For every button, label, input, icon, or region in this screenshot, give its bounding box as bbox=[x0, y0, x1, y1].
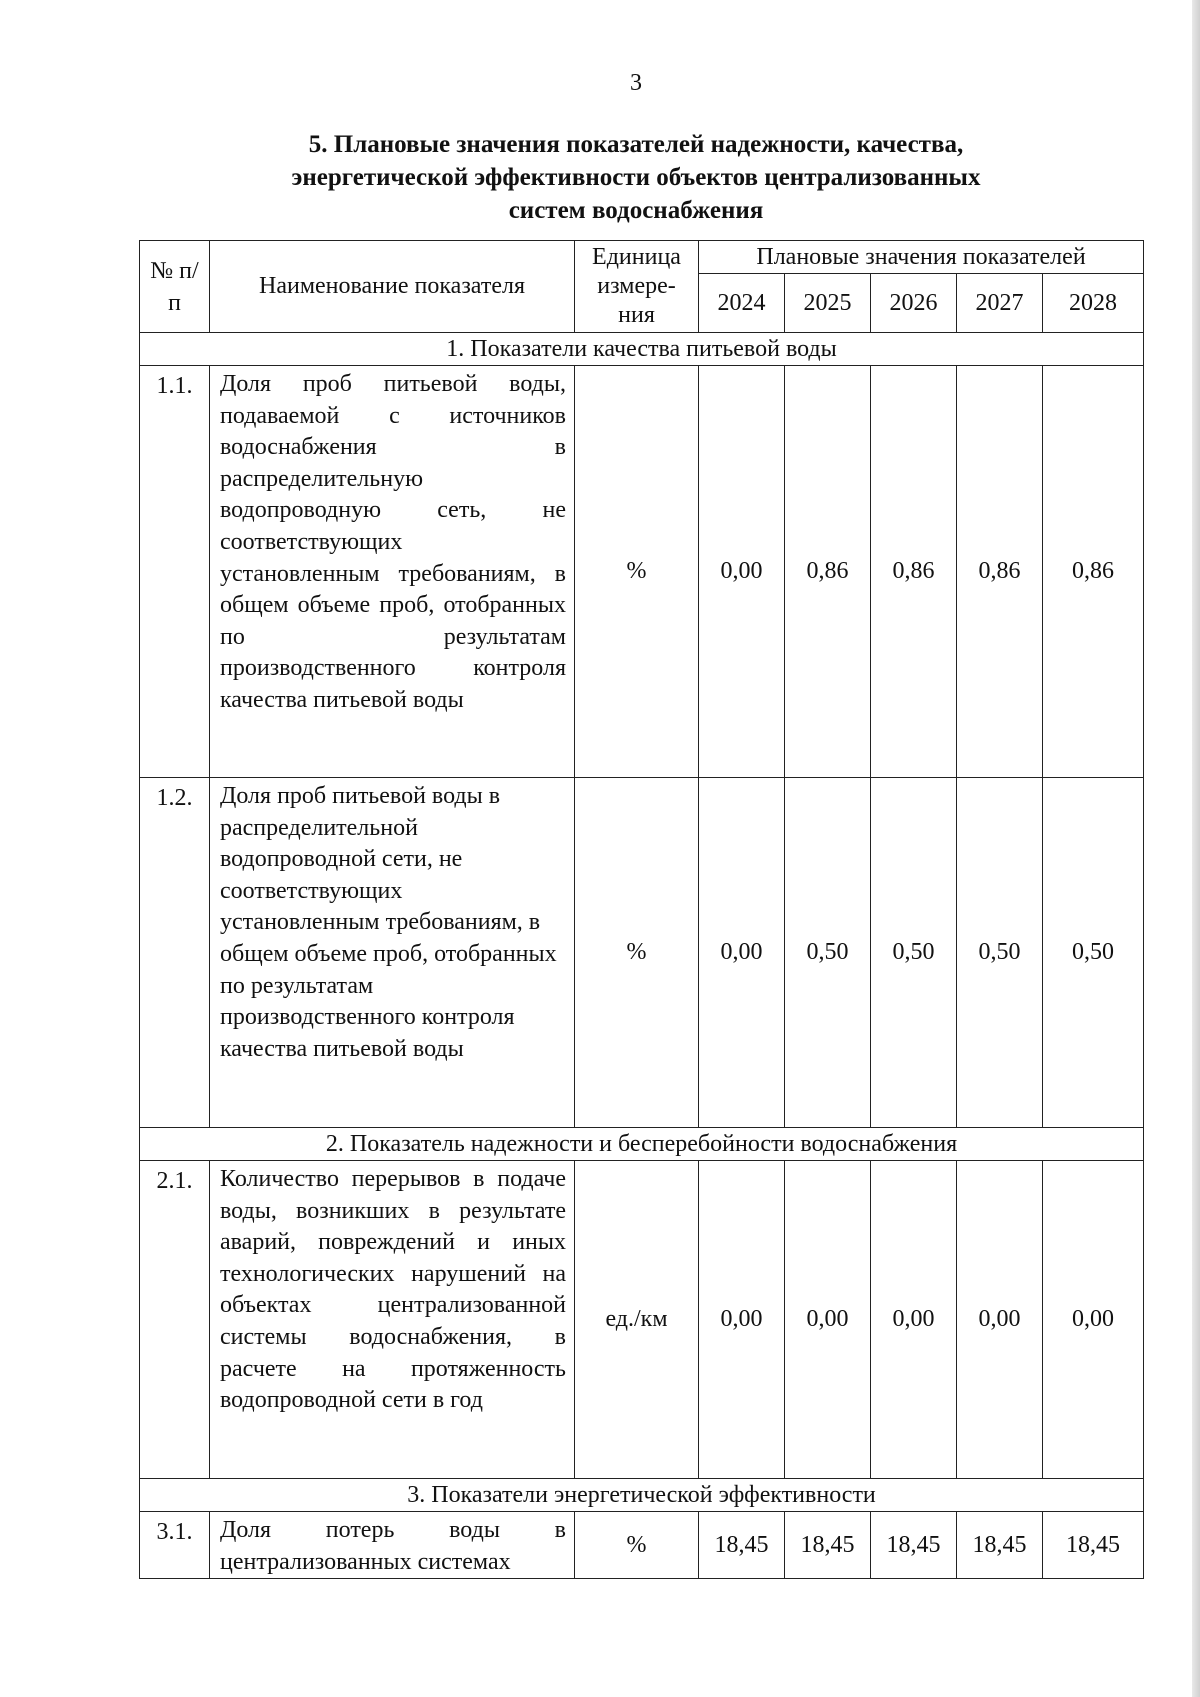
header-year: 2027 bbox=[957, 274, 1043, 333]
section-row bbox=[140, 333, 1144, 366]
page-number: 3 bbox=[630, 70, 642, 96]
header-year: 2026 bbox=[871, 274, 957, 333]
value-cell: 0,50 bbox=[785, 778, 871, 1128]
unit-cell: % bbox=[575, 778, 699, 1128]
table-row bbox=[140, 1161, 1144, 1479]
indicator-name: Доля проб питьевой воды в распределительной водопроводной сети, не соответствующих установленным требованиям, в общем объеме проб, отобранных по результатам производственного контроля качества питьевой воды bbox=[210, 778, 575, 1128]
value-cell: 18,45 bbox=[871, 1512, 957, 1579]
title-line-2: энергетической эффективности объектов централизованных bbox=[291, 164, 981, 191]
value-cell: 0,86 bbox=[785, 366, 871, 778]
value-cell: 0,50 bbox=[957, 778, 1043, 1128]
indicator-name: Доля потерь воды в централизованных системах bbox=[210, 1512, 575, 1579]
value-cell: 0,86 bbox=[871, 366, 957, 778]
table-row bbox=[140, 366, 1144, 778]
header-plan: Плановые значения показателей bbox=[699, 241, 1144, 274]
value-cell: 0,00 bbox=[871, 1161, 957, 1479]
header-row bbox=[140, 241, 1144, 274]
value-cell: 0,00 bbox=[1043, 1161, 1144, 1479]
section-row bbox=[140, 1128, 1144, 1161]
row-number: 1.2. bbox=[140, 778, 210, 1128]
value-cell: 0,86 bbox=[957, 366, 1043, 778]
section-title: 2. Показатель надежности и бесперебойности водоснабжения bbox=[140, 1128, 1144, 1161]
section-title: 1. Показатели качества питьевой воды bbox=[140, 333, 1144, 366]
document-title bbox=[0, 128, 1200, 227]
scan-edge bbox=[1192, 0, 1200, 1697]
indicator-name: Доля проб питьевой воды, подаваемой с источников водоснабжения в распределительную водопроводную сеть, не соответствующих установленным требованиям, в общем объеме проб, отобранных по результатам производственного контроля качества питьевой воды bbox=[210, 366, 575, 778]
section-row bbox=[140, 1479, 1144, 1512]
table-row bbox=[140, 778, 1144, 1128]
title-line-1: 5. Плановые значения показателей надежности, качества, bbox=[308, 131, 964, 158]
section-title: 3. Показатели энергетической эффективности bbox=[140, 1479, 1144, 1512]
unit-cell: ед./км bbox=[575, 1161, 699, 1479]
value-cell: 18,45 bbox=[1043, 1512, 1144, 1579]
header-year: 2025 bbox=[785, 274, 871, 333]
value-cell: 0,86 bbox=[1043, 366, 1144, 778]
table-row bbox=[140, 1512, 1144, 1579]
header-year: 2028 bbox=[1043, 274, 1144, 333]
row-number: 3.1. bbox=[140, 1512, 210, 1579]
value-cell: 0,00 bbox=[699, 366, 785, 778]
value-cell: 0,00 bbox=[957, 1161, 1043, 1479]
header-unit: Единица измере-ния bbox=[575, 241, 699, 333]
value-cell: 18,45 bbox=[957, 1512, 1043, 1579]
unit-cell: % bbox=[575, 366, 699, 778]
value-cell: 0,00 bbox=[699, 1161, 785, 1479]
value-cell: 0,00 bbox=[699, 778, 785, 1128]
row-number: 1.1. bbox=[140, 366, 210, 778]
indicator-name: Количество перерывов в подаче воды, возникших в результате аварий, повреждений и иных технологических нарушений на объектах централизованной системы водоснабжения, в расчете на протяженность водопроводной сети в год bbox=[210, 1161, 575, 1479]
header-year: 2024 bbox=[699, 274, 785, 333]
title-line-3: систем водоснабжения bbox=[508, 197, 764, 224]
row-number: 2.1. bbox=[140, 1161, 210, 1479]
value-cell: 0,00 bbox=[785, 1161, 871, 1479]
value-cell: 18,45 bbox=[699, 1512, 785, 1579]
header-name: Наименование показателя bbox=[210, 241, 575, 333]
indicators-table bbox=[139, 240, 1144, 1579]
header-num: № п/п bbox=[140, 241, 210, 333]
unit-cell: % bbox=[575, 1512, 699, 1579]
value-cell: 18,45 bbox=[785, 1512, 871, 1579]
value-cell: 0,50 bbox=[871, 778, 957, 1128]
value-cell: 0,50 bbox=[1043, 778, 1144, 1128]
